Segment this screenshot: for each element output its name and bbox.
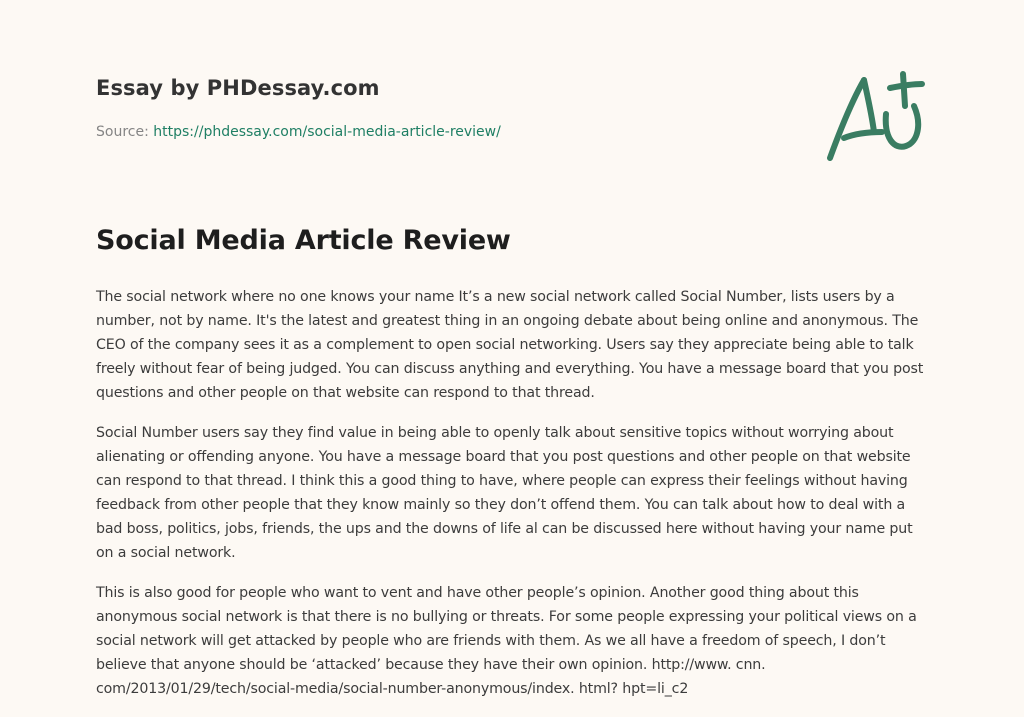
a-plus-grade-icon <box>824 68 928 164</box>
paragraph-2: Social Number users say they find value in being able to openly talk about sensitive topics without worrying about alienating or offending anyone. You have a message board that you post questions and other people on that website can respond to that thread. I think this a good thing to have, where people can express their feelings without having feedback from other people that they know mainly so they don’t offend them. You can talk about how to deal with a bad boss, politics, jobs, friends, the ups and the downs of life al can be discussed here without having your name put on a social network. <box>96 425 913 561</box>
paragraph-3: This is also good for people who want to vent and have other people’s opinion. Another good thing about this anonymous social network is that there is no bullying or threats. For some people expressing your political views on a social network will get attacked by people who are friends with them. As we all have a freedom of speech, I don’t believe that anyone should be ‘attacked’ because they have their own opinion. http://www. cnn. com/2013/01/29/tech/social-media/social-number-anonymous/index. html? hpt=li_c2 <box>96 585 917 697</box>
article-body <box>96 285 928 717</box>
source-label: Source: <box>96 124 149 140</box>
paragraph-1: The social network where no one knows your name It’s a new social network called Social Number, lists users by a number, not by name. It's the latest and greatest thing in an ongoing debate about being online and anonymous. The CEO of the company sees it as a complement to open social networking. Users say they appreciate being able to talk freely without fear of being judged. You can discuss anything and everything. You have a message board that you post questions and other people on that website can respond to that thread. <box>96 289 924 401</box>
site-header <box>96 0 928 200</box>
brand-title: Essay by PHDessay.com <box>96 76 380 100</box>
source-link[interactable]: https://phdessay.com/social-media-article-review/ <box>153 124 501 140</box>
essay-page <box>96 0 928 697</box>
source-line <box>96 124 501 140</box>
article-title: Social Media Article Review <box>96 225 511 256</box>
